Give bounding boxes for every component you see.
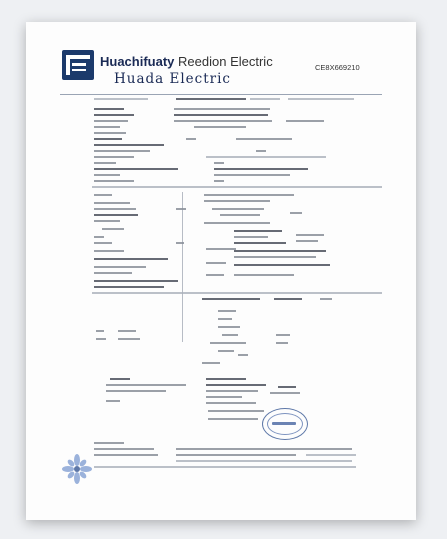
document-page — [26, 22, 416, 520]
seal-stamp-icon — [262, 408, 308, 440]
brand-name: Huachifuaty Reedion Electric — [100, 54, 273, 69]
flower-decoration-icon — [60, 452, 94, 491]
document-number: CE8X669210 — [315, 63, 360, 72]
company-logo-icon — [62, 50, 94, 80]
brand-subtitle: Huada Electric — [114, 71, 231, 87]
header-divider — [60, 94, 382, 95]
